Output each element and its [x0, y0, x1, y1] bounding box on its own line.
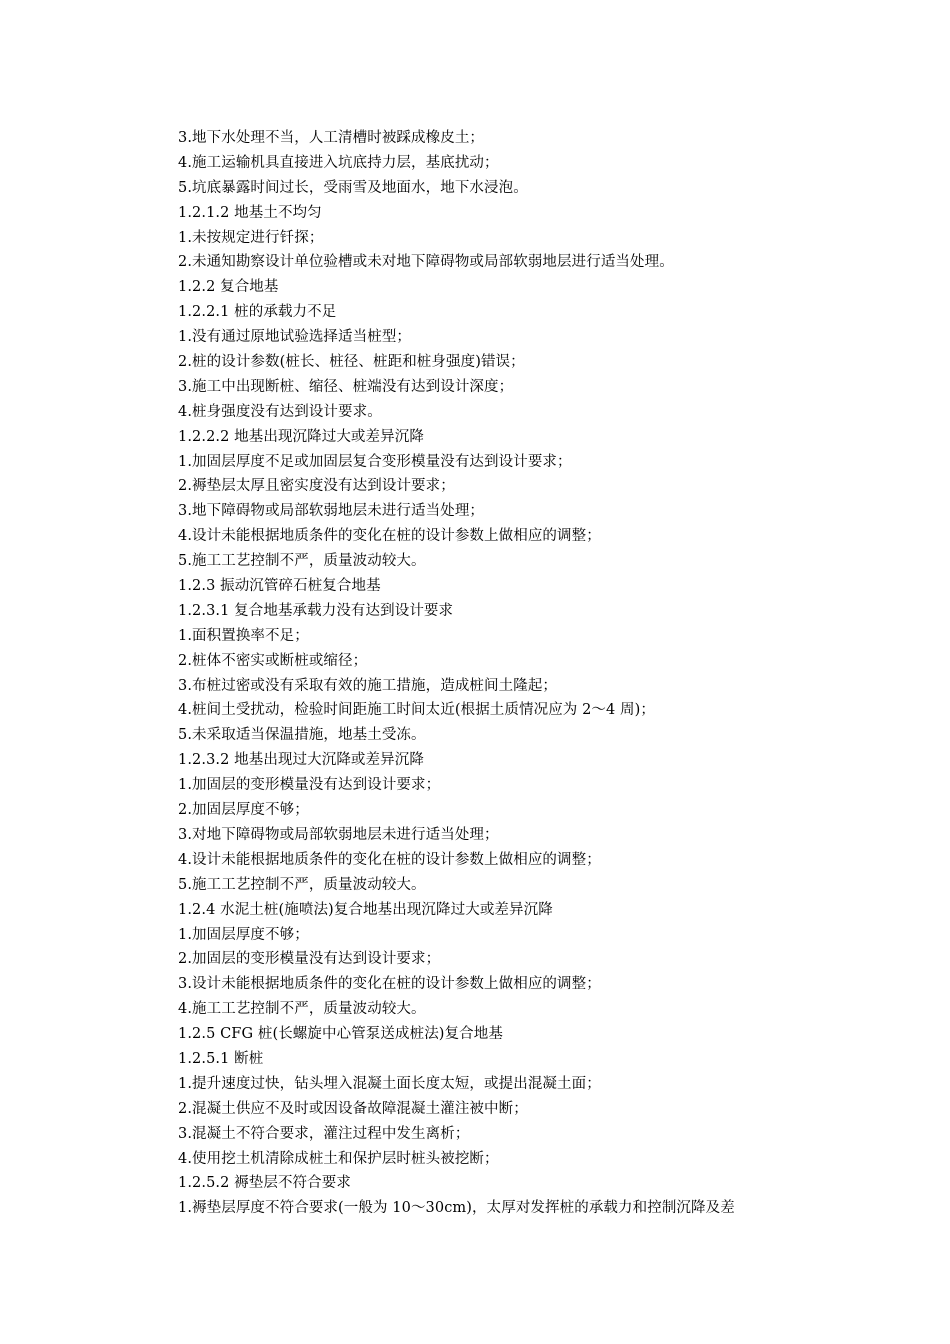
section-heading: 1.2.5.1 断桩 [178, 1050, 264, 1067]
section-heading: 1.2.2.1 桩的承载力不足 [178, 304, 337, 321]
text-line: 4.桩间土受扰动，检验时间距施工时间太近(根据土质情况应为 2～4 周)； [178, 702, 656, 719]
text-line: 4.桩身强度没有达到设计要求。 [178, 403, 382, 420]
text-line: 2.未通知勘察设计单位验槽或未对地下障碍物或局部软弱地层进行适当处理。 [178, 254, 674, 271]
text-line: 1.提升速度过快，钻头埋入混凝土面长度太短，或提出混凝土面； [178, 1075, 601, 1092]
text-line: 1.没有通过原地试验选择适当桩型； [178, 329, 412, 346]
text-line: 4.施工运输机具直接进入坑底持力层，基底扰动； [178, 154, 499, 171]
text-line: 1.加固层厚度不够； [178, 926, 309, 943]
text-line: 1.加固层的变形模量没有达到设计要求； [178, 777, 441, 794]
text-line: 3.设计未能根据地质条件的变化在桩的设计参数上做相应的调整； [178, 976, 601, 993]
text-line: 4.施工工艺控制不严，质量波动较大。 [178, 1001, 426, 1018]
text-line: 5.施工工艺控制不严，质量波动较大。 [178, 876, 426, 893]
text-line: 1.褥垫层厚度不符合要求(一般为 10～30cm)，太厚对发挥桩的承载力和控制沉降及差 [178, 1200, 735, 1217]
text-line: 1.未按规定进行钎探； [178, 229, 324, 246]
section-heading: 1.2.5.2 褥垫层不符合要求 [178, 1175, 351, 1192]
document-body [178, 126, 878, 1221]
section-heading: 1.2.3.2 地基出现过大沉降或差异沉降 [178, 752, 424, 769]
text-line: 1.面积置换率不足； [178, 627, 309, 644]
text-line: 5.未采取适当保温措施，地基土受冻。 [178, 727, 426, 744]
text-line: 2.桩的设计参数(桩长、桩径、桩距和桩身强度)错误； [178, 354, 525, 371]
section-heading: 1.2.1.2 地基土不均匀 [178, 204, 322, 221]
text-line: 2.混凝土供应不及时或因设备故障混凝土灌注被中断； [178, 1100, 528, 1117]
text-line: 5.施工工艺控制不严，质量波动较大。 [178, 553, 426, 570]
text-line: 2.褥垫层太厚且密实度没有达到设计要求； [178, 478, 455, 495]
text-line: 4.使用挖土机清除成桩土和保护层时桩头被挖断； [178, 1150, 499, 1167]
text-line: 3.地下障碍物或局部软弱地层未进行适当处理； [178, 503, 485, 520]
section-heading: 1.2.2.2 地基出现沉降过大或差异沉降 [178, 428, 424, 445]
text-line: 1.加固层厚度不足或加固层复合变形模量没有达到设计要求； [178, 453, 572, 470]
text-line: 4.设计未能根据地质条件的变化在桩的设计参数上做相应的调整； [178, 851, 601, 868]
section-heading: 1.2.2 复合地基 [178, 279, 279, 296]
section-heading: 1.2.5 CFG 桩(长螺旋中心管泵送成桩法)复合地基 [178, 1026, 503, 1043]
section-heading: 1.2.3 振动沉管碎石桩复合地基 [178, 578, 381, 595]
text-line: 2.桩体不密实或断桩或缩径； [178, 652, 368, 669]
text-line: 3.对地下障碍物或局部软弱地层未进行适当处理； [178, 826, 499, 843]
text-line: 3.混凝土不符合要求，灌注过程中发生离析； [178, 1125, 470, 1142]
text-line: 4.设计未能根据地质条件的变化在桩的设计参数上做相应的调整； [178, 528, 601, 545]
text-line: 5.坑底暴露时间过长，受雨雪及地面水，地下水浸泡。 [178, 179, 528, 196]
text-line: 3.布桩过密或没有采取有效的施工措施，造成桩间土隆起； [178, 677, 558, 694]
text-line: 2.加固层厚度不够； [178, 802, 309, 819]
text-line: 2.加固层的变形模量没有达到设计要求； [178, 951, 441, 968]
section-heading: 1.2.3.1 复合地基承载力没有达到设计要求 [178, 602, 454, 619]
text-line: 3.地下水处理不当，人工清槽时被踩成橡皮土； [178, 130, 485, 146]
text-line: 3.施工中出现断桩、缩径、桩端没有达到设计深度； [178, 378, 514, 395]
section-heading: 1.2.4 水泥土桩(施喷法)复合地基出现沉降过大或差异沉降 [178, 901, 553, 918]
